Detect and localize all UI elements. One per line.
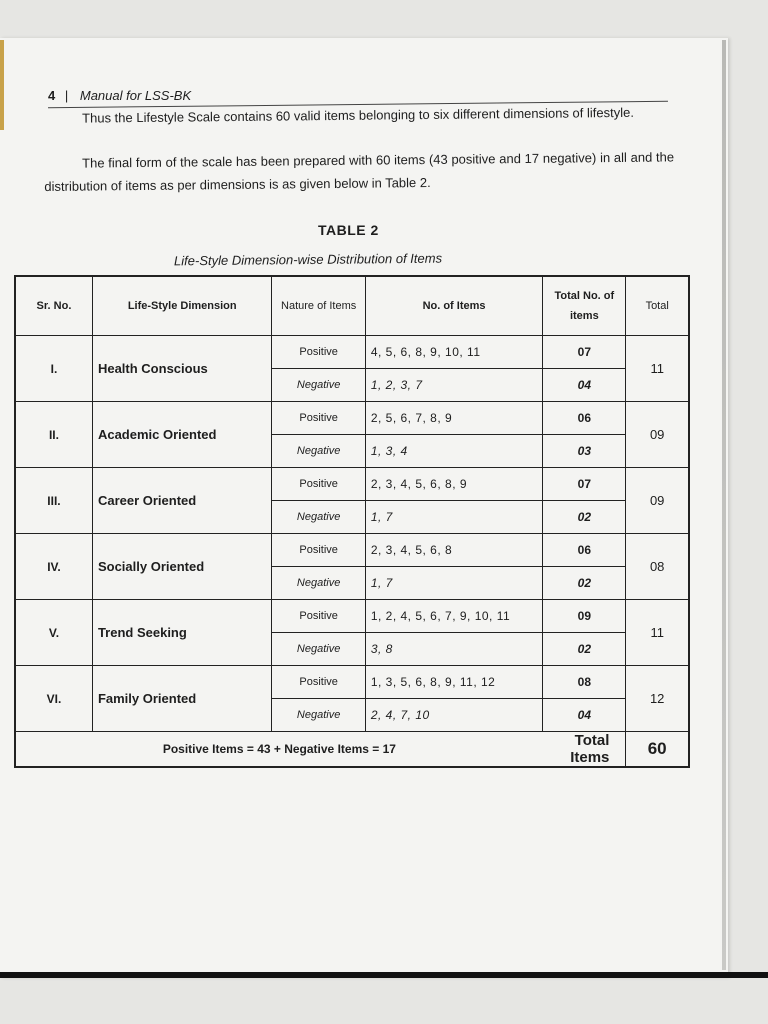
row-negative-items: 1, 7: [365, 567, 542, 600]
row-negative-label: Negative: [272, 501, 365, 534]
header-sr-no: Sr. No.: [15, 276, 92, 336]
row-negative-label: Negative: [272, 699, 365, 732]
footer-formula: Positive Items = 43 + Negative Items = 17: [15, 732, 543, 768]
row-negative-label: Negative: [272, 567, 365, 600]
header-nature: Nature of Items: [272, 276, 365, 336]
header-total: Total: [626, 276, 689, 336]
row-negative-count: 04: [543, 369, 626, 402]
row-dimension: Trend Seeking: [92, 600, 272, 666]
row-sr-no: V.: [15, 600, 92, 666]
header-separator: |: [64, 88, 69, 103]
table-caption: Life-Style Dimension-wise Distribution of Items: [173, 250, 443, 269]
row-negative-items: 1, 2, 3, 7: [365, 369, 542, 402]
row-total: 12: [626, 666, 689, 732]
row-sr-no: II.: [15, 402, 92, 468]
row-positive-count: 09: [543, 600, 626, 633]
row-negative-items: 1, 7: [365, 501, 542, 534]
row-positive-label: Positive: [272, 666, 365, 699]
row-total: 09: [626, 402, 689, 468]
row-sr-no: I.: [15, 336, 92, 402]
row-dimension: Socially Oriented: [92, 534, 272, 600]
row-positive-count: 08: [543, 666, 626, 699]
row-total: 11: [626, 336, 689, 402]
page-number: 4: [48, 88, 56, 103]
table-row: [15, 534, 689, 567]
row-sr-no: III.: [15, 468, 92, 534]
row-sr-no: IV.: [15, 534, 92, 600]
row-sr-no: VI.: [15, 666, 92, 732]
row-positive-count: 07: [543, 336, 626, 369]
page-edge-shadow: [722, 40, 726, 970]
row-positive-label: Positive: [272, 402, 365, 435]
table-footer-row: [15, 732, 689, 768]
row-dimension: Health Conscious: [92, 336, 272, 402]
row-positive-items: 4, 5, 6, 8, 9, 10, 11: [365, 336, 542, 369]
table-row: [15, 336, 689, 369]
paragraph-1: Thus the Lifestyle Scale contains 60 valid items belonging to six different dimensions of lifestyle.: [82, 104, 635, 126]
row-positive-count: 06: [543, 534, 626, 567]
row-total: 09: [626, 468, 689, 534]
row-positive-count: 07: [543, 468, 626, 501]
row-positive-label: Positive: [272, 600, 365, 633]
row-negative-count: 02: [543, 633, 626, 666]
row-negative-count: 04: [543, 699, 626, 732]
footer-grand-total: 60: [626, 732, 689, 768]
row-dimension: Academic Oriented: [92, 402, 272, 468]
table-header-row: [15, 276, 689, 336]
row-positive-count: 06: [543, 402, 626, 435]
table-row: [15, 666, 689, 699]
row-dimension: Career Oriented: [92, 468, 272, 534]
row-negative-items: 1, 3, 4: [365, 435, 542, 468]
page-left-strip: [0, 40, 4, 130]
row-negative-count: 03: [543, 435, 626, 468]
running-title: Manual for LSS-BK: [79, 88, 192, 103]
row-positive-items: 1, 3, 5, 6, 8, 9, 11, 12: [365, 666, 542, 699]
row-negative-label: Negative: [272, 435, 365, 468]
row-positive-items: 2, 5, 6, 7, 8, 9: [365, 402, 542, 435]
row-positive-items: 1, 2, 4, 5, 6, 7, 9, 10, 11: [365, 600, 542, 633]
paragraph-2: The final form of the scale has been prepared with 60 items (43 positive and 17 negative) in all and the distribution of items as per dimensions is as given below in Table 2.: [44, 149, 675, 194]
table-row: [15, 468, 689, 501]
row-total: 11: [626, 600, 689, 666]
row-positive-items: 2, 3, 4, 5, 6, 8: [365, 534, 542, 567]
header-items: No. of Items: [365, 276, 542, 336]
row-positive-items: 2, 3, 4, 5, 6, 8, 9: [365, 468, 542, 501]
row-negative-count: 02: [543, 567, 626, 600]
table-row: [15, 402, 689, 435]
row-negative-label: Negative: [272, 369, 365, 402]
row-positive-label: Positive: [272, 336, 365, 369]
row-negative-count: 02: [543, 501, 626, 534]
table-row: [15, 600, 689, 633]
row-negative-items: 3, 8: [365, 633, 542, 666]
row-dimension: Family Oriented: [92, 666, 272, 732]
row-negative-label: Negative: [272, 633, 365, 666]
row-positive-label: Positive: [272, 534, 365, 567]
table-title: TABLE 2: [318, 222, 379, 238]
row-positive-label: Positive: [272, 468, 365, 501]
footer-total-label: Total Items: [543, 732, 626, 768]
distribution-table: [14, 275, 690, 768]
header-dimension: Life-Style Dimension: [92, 276, 272, 336]
row-total: 08: [626, 534, 689, 600]
header-total-no: Total No. of items: [543, 276, 626, 336]
bottom-dark-band: [0, 972, 768, 978]
row-negative-items: 2, 4, 7, 10: [365, 699, 542, 732]
